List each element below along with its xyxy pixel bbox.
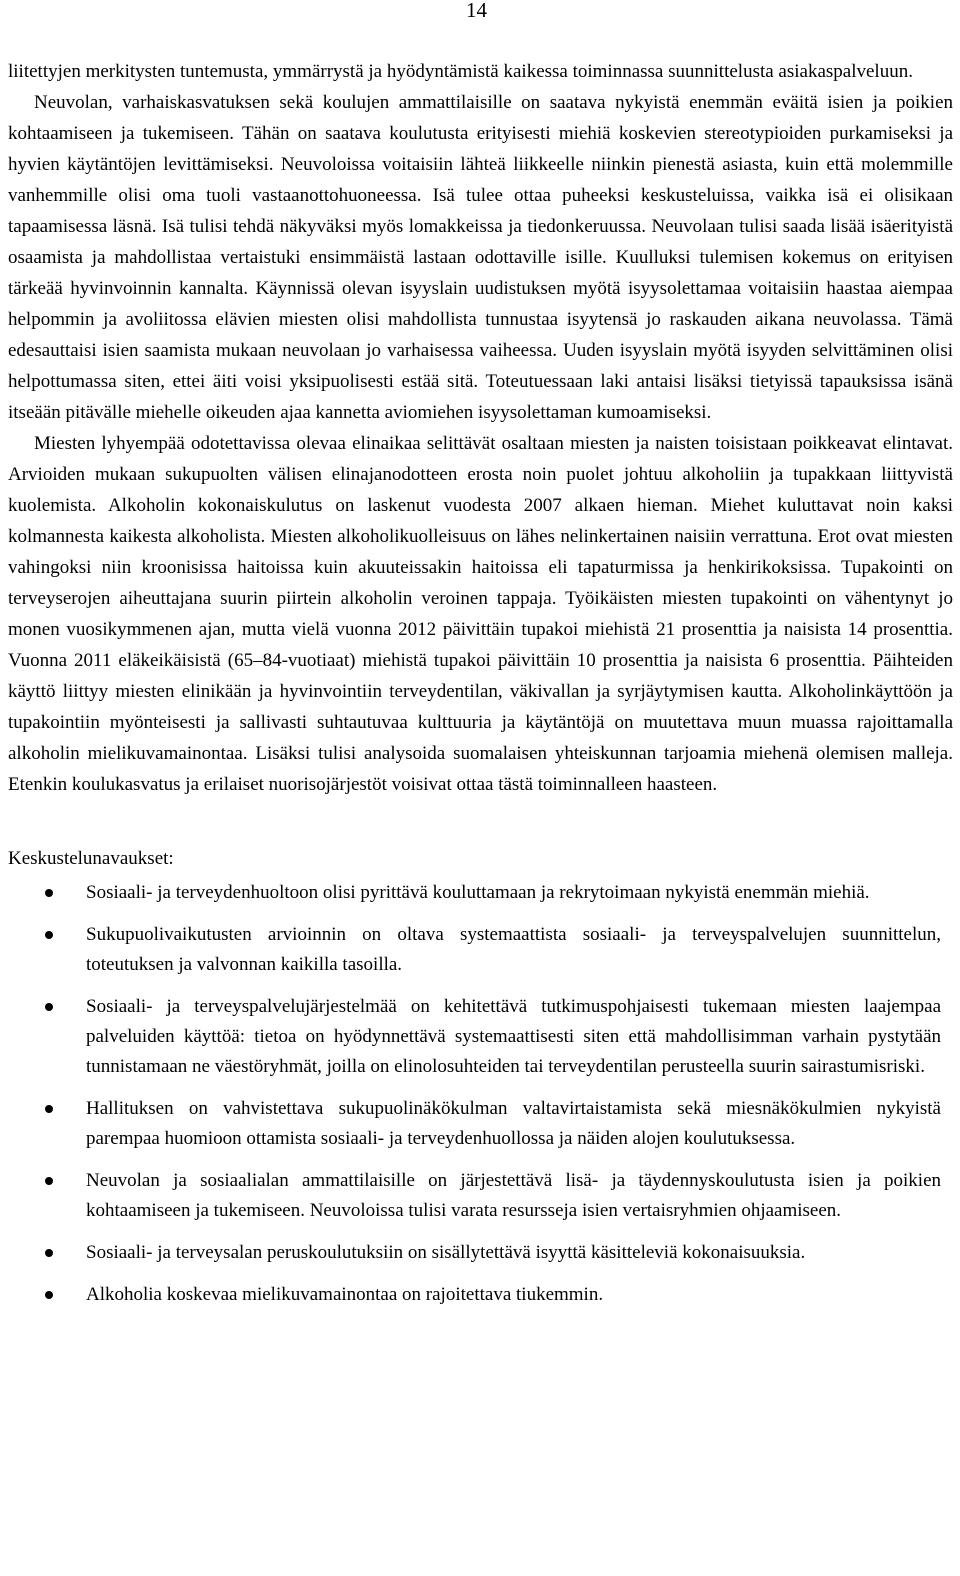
document-body [8,56,953,1322]
list-item-text: Alkoholia koskevaa mielikuvamainontaa on rajoitettava tiukemmin. [86,1284,604,1305]
discussion-heading: Keskustelunavaukset: [8,848,174,869]
list-item [8,1280,953,1310]
list-item-text: Neuvolan ja sosiaalialan ammattilaisille on järjestettävä lisä- ja täydennyskoulutusta isien ja poikien kohtaamiseen ja tukemiseen. Neuvoloissa tulisi varata resursseja isien vertaisryhmien ohjaamiseen. [86,1170,941,1221]
list-item-text: Sosiaali- ja terveyspalvelujärjestelmää on kehitettävä tutkimuspohjaisesti tukemaan miesten laajempaa palveluiden käyttöä: tietoa on hyödynnettävä systemaattisesti siten että mahdollisimman varhain pystytään tunnistamaan ne väestöryhmät, joilla on elinolosuhteiden tai terveydentilan perusteella suurin sairastumisriski. [86,996,941,1077]
list-item-text: Sosiaali- ja terveydenhuoltoon olisi pyrittävä kouluttamaan ja rekrytoimaan nykyistä enemmän miehiä. [86,882,870,903]
bullet-icon [45,1003,53,1011]
bullet-icon [45,1249,53,1257]
list-item [8,920,953,980]
bullet-icon [45,1291,53,1299]
bullet-icon [45,889,53,897]
bullet-icon [45,931,53,939]
list-item [8,878,953,908]
bullet-icon [45,1177,53,1185]
paragraph-1: liitettyjen merkitysten tuntemusta, ymmärrystä ja hyödyntämistä kaikessa toiminnassa suunnittelusta asiakaspalveluun. [8,61,913,82]
list-item [8,1166,953,1226]
list-item [8,992,953,1082]
page-number: 14 [466,0,487,22]
list-item [8,1238,953,1268]
paragraph-2: Neuvolan, varhaiskasvatuksen sekä koulujen ammattilaisille on saatava nykyistä enemmän eväitä isien ja poikien kohtaamiseen ja tukemiseen. Tähän on saatava koulutusta erityisesti miehiä koskevien stereotypioiden purkamiseksi ja hyvien käytäntöjen levittämiseksi. Neuvoloissa voitaisiin lähteä liikkeelle niinkin pienestä asiasta, kuin että molemmille vanhemmille olisi oma tuoli vastaanottohuoneessa. Isä tulee ottaa puheeksi keskusteluissa, vaikka isä ei olisikaan tapaamisessa läsnä. Isä tulisi tehdä näkyväksi myös lomakkeissa ja tiedonkeruussa. Neuvolaan tulisi saada lisää isäerityistä osaamista ja mahdollistaa vertaistuki ensimmäistä lastaan odottaville isille. Kuulluksi tulemisen kokemus on erityisen tärkeää hyvinvoinnin kannalta. Käynnissä olevan isyyslain uudistuksen myötä isyysolettamaa voitaisiin haastaa aiempaa helpommin ja avoliitossa elävien miesten olisi mahdollista tunnustaa isyytensä jo raskauden aikana neuvolassa. Tämä edesauttaisi isien saamista mukaan neuvolaan jo varhaisessa vaiheessa. Uuden isyyslain myötä isyyden selvittäminen olisi helpottumassa siten, ettei äiti voisi yksipuolisesti estää sitä. Toteutuessaan laki antaisi lisäksi tietyissä tapauksissa isänä itseään pitävälle miehelle oikeuden ajaa kannetta aviomiehen isyysolettaman kumoamiseksi. [8,92,953,423]
list-item-text: Sosiaali- ja terveysalan peruskoulutuksiin on sisällytettävä isyyttä käsitteleviä kokonaisuuksia. [86,1242,806,1263]
list-item [8,1094,953,1154]
list-item-text: Sukupuolivaikutusten arvioinnin on oltava systemaattista sosiaali- ja terveyspalvelujen suunnittelun, toteutuksen ja valvonnan kaikilla tasoilla. [86,924,941,975]
discussion-list [8,878,953,1310]
paragraph-3: Miesten lyhyempää odotettavissa olevaa elinaikaa selittävät osaltaan miesten ja naisten toisistaan poikkeavat elintavat. Arvioiden mukaan sukupuolten välisen elinajanodotteen erosta noin puolet johtuu alkoholiin ja tupakkaan liittyvistä kuolemista. Alkoholin kokonaiskulutus on laskenut vuodesta 2007 alkaen hieman. Miehet kuluttavat noin kaksi kolmannesta kaikesta alkoholista. Miesten alkoholikuolleisuus on lähes nelinkertainen naisiin verrattuna. Erot ovat miesten vahingoksi niin kroonisissa haitoissa kuin akuuteissakin haitoissa eli tapaturmissa ja henkirikoksissa. Tupakointi on terveyserojen aiheuttajana suurin piirtein alkoholin veroinen tappaja. Työikäisten miesten tupakointi on vähentynyt jo monen vuosikymmenen ajan, mutta vielä vuonna 2012 päivittäin tupakoi miehistä 21 prosenttia ja naisista 14 prosenttia. Vuonna 2011 eläkeikäisistä (65–84-vuotiaat) miehistä tupakoi päivittäin 10 prosenttia ja naisista 6 prosenttia. Päihteiden käyttö liittyy miesten elinikään ja hyvinvointiin terveydentilan, väkivallan ja syrjäytymisen kautta. Alkoholinkäyttöön ja tupakointiin myönteisesti ja sallivasti suhtautuvaa kulttuuria ja käytäntöjä on muutettava muun muassa rajoittamalla alkoholin mielikuvamainontaa. Lisäksi tulisi analysoida suomalaisen yhteiskunnan tarjoamia miehenä olemisen malleja. Etenkin koulukasvatus ja erilaiset nuorisojärjestöt voisivat ottaa tästä toiminnalleen haasteen. [8,433,953,795]
list-item-text: Hallituksen on vahvistettava sukupuolinäkökulman valtavirtaistamista sekä miesnäkökulmien nykyistä parempaa huomioon ottamista sosiaali- ja terveydenhuollossa ja näiden alojen koulutuksessa. [86,1098,941,1149]
bullet-icon [45,1105,53,1113]
